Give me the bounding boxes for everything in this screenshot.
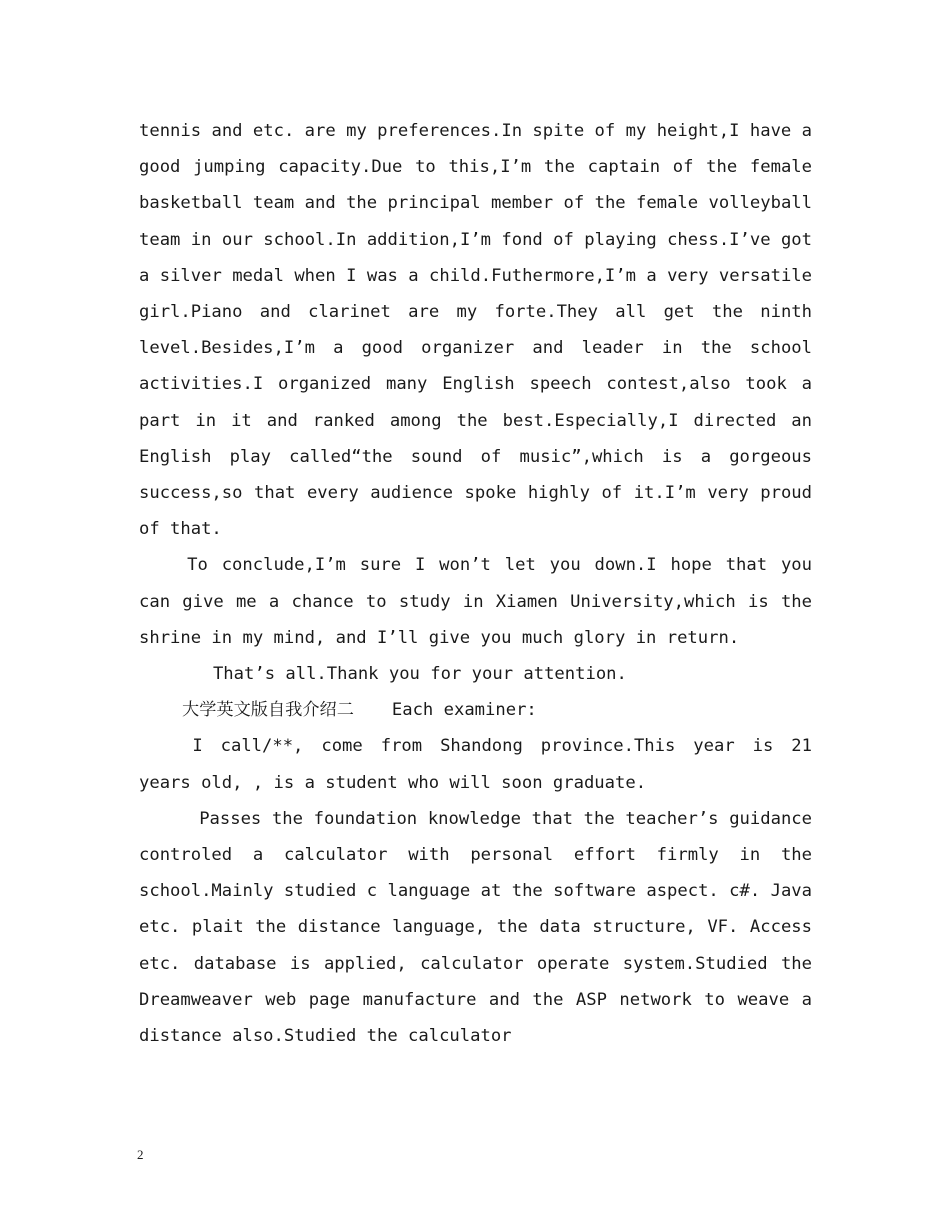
paragraph-hobbies: tennis and etc. are my preferences.In spite of my height,I have a good jumping capacity.Due to this,I’m the captain of the female basketball team and the principal member of the female volleyball team in our school.In addition,I’m fond of playing chess.I’ve got a silver medal when I was a child.Futhermore,I’m a very versatile girl.Piano and clarinet are my forte.They all get the ninth level.Besides,I’m a good organizer and leader in the school activities.I organized many English speech contest,also took a part in it and ranked among the best.Especially,I directed an English play called“the sound of music”,which is a gorgeous success,so that every audience spoke highly of it.I’m very proud of that. [139, 121, 812, 540]
paragraph-introduction: I call/**, come from Shandong province.This year is 21 years old, , is a student who will soon graduate. [139, 736, 812, 793]
paragraph-studies: Passes the foundation knowledge that the teacher’s guidance controled a calculator with personal effort firmly in the school.Mainly studied c language at the software aspect. c#. Java etc. plait the distance language, the data structure, VF. Access etc. database is applied, calculator operate system.Studied the Dreamweaver web page manufacture and the ASP network to weave a distance also.Studied the calculator [139, 808, 812, 1047]
section-heading-line [139, 692, 812, 728]
section-heading: 大学英文版自我介绍二 [182, 700, 354, 721]
paragraph-thanks: That’s all.Thank you for your attention. [212, 664, 627, 685]
body-text [139, 113, 812, 1054]
page-number: 2 [137, 1147, 144, 1162]
greeting: Each examiner: [391, 700, 537, 721]
paragraph-conclusion: To conclude,I’m sure I won’t let you down.I hope that you can give me a chance to study in Xiamen University,which is the shrine in my mind, and I’ll give you much glory in return. [139, 555, 812, 648]
